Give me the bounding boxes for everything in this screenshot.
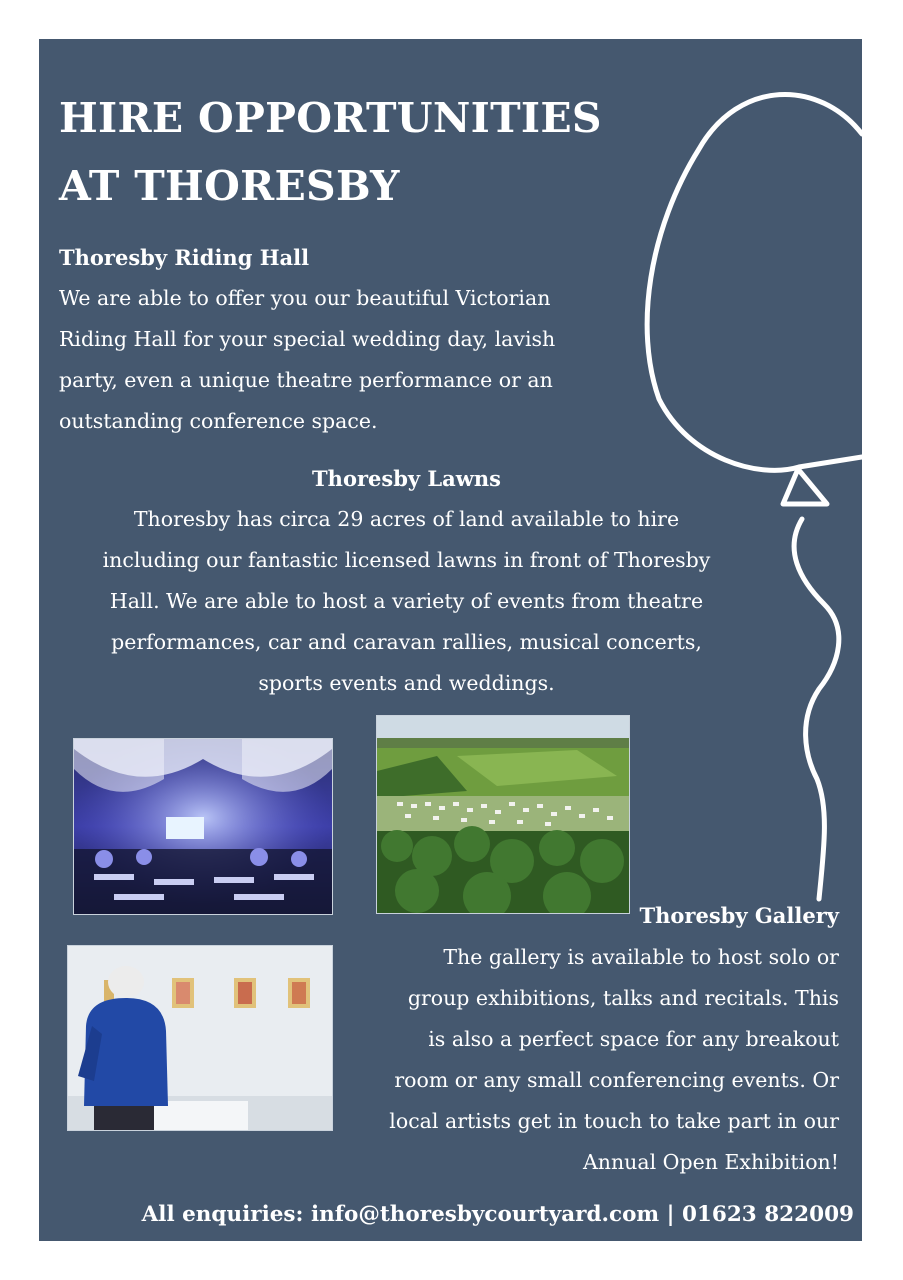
lawns-aerial-photo <box>376 715 630 914</box>
lawns-body <box>59 499 754 704</box>
flyer-panel <box>39 39 862 1241</box>
gallery-body <box>339 937 839 1183</box>
gallery-line: group exhibitions, talks and recitals. This <box>407 986 839 1010</box>
gallery-visitor-photo <box>67 945 333 1131</box>
riding-hall-photo <box>73 738 333 915</box>
enquiries-footer: All enquiries: info@thoresbycourtyard.com | 01623 822009 <box>141 1202 854 1227</box>
riding-hall-body <box>59 278 619 442</box>
lawns-title: Thoresby Lawns <box>312 466 501 491</box>
gallery-section <box>339 899 839 1183</box>
gallery-title: Thoresby Gallery <box>639 903 839 928</box>
gallery-line: The gallery is available to host solo or <box>443 945 839 969</box>
title-line-2: AT THORESBY <box>59 162 400 210</box>
page-title <box>59 84 602 220</box>
riding-hall-section <box>59 241 619 442</box>
lawns-line: performances, car and caravan rallies, musical concerts, <box>111 630 702 654</box>
lawns-line: Thoresby has circa 29 acres of land available to hire <box>133 507 680 531</box>
gallery-line: local artists get in touch to take part in our <box>389 1109 839 1133</box>
lawns-line: sports events and weddings. <box>258 671 555 695</box>
lawns-line: including our fantastic licensed lawns in front of Thoresby <box>102 548 711 572</box>
riding-hall-line: outstanding conference space. <box>59 409 378 433</box>
riding-hall-line: Riding Hall for your special wedding day, lavish <box>59 327 556 351</box>
lawns-line: Hall. We are able to host a variety of events from theatre <box>109 589 704 613</box>
riding-hall-title: Thoresby Riding Hall <box>59 245 310 270</box>
riding-hall-line: party, even a unique theatre performance or an <box>59 368 553 392</box>
gallery-line: is also a perfect space for any breakout <box>428 1027 839 1051</box>
gallery-line: Annual Open Exhibition! <box>582 1150 839 1174</box>
lawns-section <box>59 462 754 704</box>
riding-hall-line: We are able to offer you our beautiful Victorian <box>59 286 551 310</box>
title-line-1: HIRE OPPORTUNITIES <box>59 94 602 142</box>
gallery-line: room or any small conferencing events. Or <box>394 1068 839 1092</box>
